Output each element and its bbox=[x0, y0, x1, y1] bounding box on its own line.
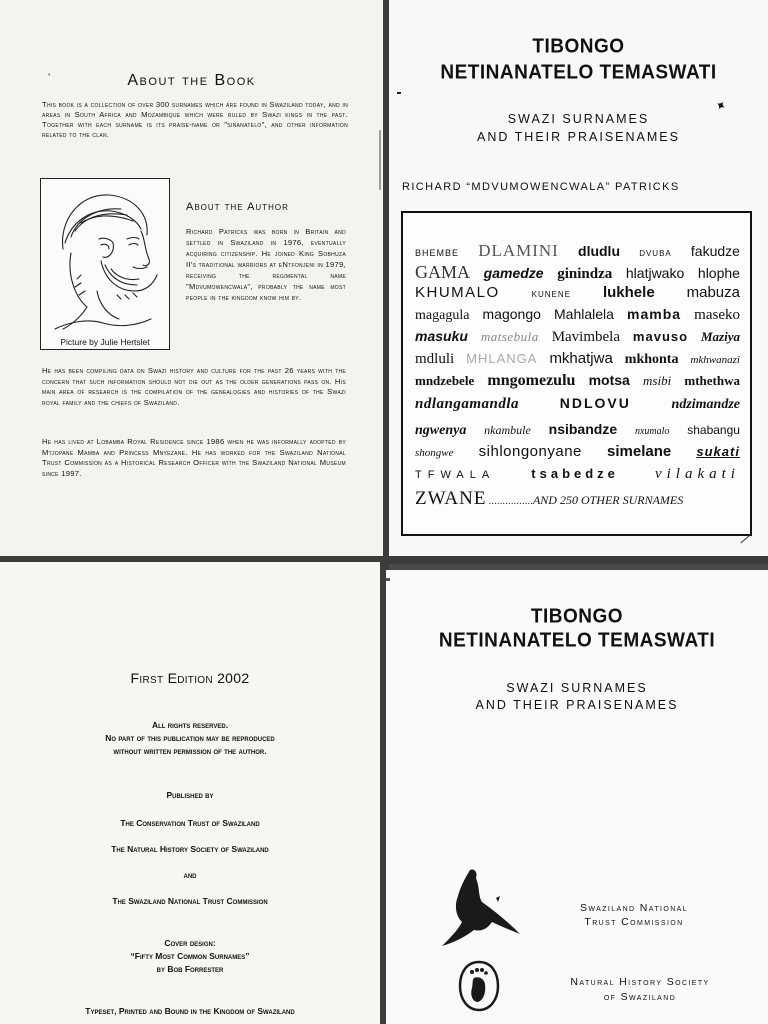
title-line-2: NETINANATELO TEMASWATI bbox=[438, 629, 716, 652]
book-blurb: This book is a collection of over 300 surnames which are found in Swaziland today, and in areas in South Africa and Mozambique which were ruled by Swazi kings in the past. Together with each surname is its praise-name or "sinanatelo", and other information related to the clan. bbox=[42, 100, 348, 139]
surname: nkambule bbox=[484, 423, 531, 437]
surname: tsabedze bbox=[531, 466, 619, 481]
subtitle-line-1: SWAZI SURNAMES bbox=[507, 112, 650, 126]
speck-mark bbox=[397, 92, 401, 94]
surname: mthethwa bbox=[684, 373, 740, 388]
cover-designer: by Bob Forrester bbox=[156, 964, 224, 974]
surname: gamedze bbox=[483, 265, 544, 281]
surname-row bbox=[415, 421, 740, 439]
surname: mngomezulu bbox=[487, 372, 576, 389]
typeset-line: Typeset, Printed and Bound in the Kingdom of Swaziland bbox=[85, 1006, 295, 1016]
surname: KHUMALO bbox=[415, 284, 500, 301]
surname: DLAMINI bbox=[478, 241, 559, 260]
bird-icon: ✦ bbox=[712, 96, 730, 115]
published-by: Published by bbox=[166, 790, 214, 800]
footprint-logo-icon bbox=[458, 960, 500, 1012]
surname: sihlongonyane bbox=[478, 443, 582, 460]
surname: ngwenya bbox=[415, 423, 467, 438]
publisher-3: The Swaziland National Trust Commission bbox=[112, 896, 268, 906]
surname: mkhonta bbox=[624, 352, 679, 367]
surname: lukhele bbox=[602, 284, 655, 301]
surname: fakudze bbox=[690, 243, 740, 259]
surname: mndzebele bbox=[415, 373, 475, 388]
surname: dvuba bbox=[639, 245, 672, 259]
surname: NDLOVU bbox=[559, 395, 631, 411]
surname-row bbox=[415, 350, 740, 368]
surname: hlophe bbox=[697, 265, 740, 281]
subtitle-line-2: AND THEIR PRAISENAMES bbox=[475, 698, 679, 712]
surname: hlatjwako bbox=[625, 265, 685, 281]
surnames-box bbox=[401, 211, 752, 536]
surname: dludlu bbox=[578, 243, 621, 259]
natural-history-line-1: Natural History Society bbox=[570, 976, 710, 988]
surname: ZWANE bbox=[415, 488, 487, 509]
surname: nsibandze bbox=[548, 421, 618, 437]
surname: Maziya bbox=[700, 329, 740, 344]
rights-line-1: All rights reserved. bbox=[151, 720, 229, 730]
title-page bbox=[389, 0, 768, 556]
surname: Mahlalela bbox=[554, 306, 614, 322]
surname-row bbox=[415, 488, 740, 510]
author-portrait bbox=[40, 178, 170, 350]
ellipsis-dots: ................ bbox=[488, 496, 533, 507]
surname-row bbox=[415, 262, 740, 283]
surname: masuku bbox=[415, 328, 468, 344]
binding-mark bbox=[379, 130, 381, 190]
surname-row bbox=[415, 306, 740, 324]
author-bio: Richard Patricks was born in Britain and settled in Swaziland in 1976, eventually acquiring citizenship. He joined King Sobhuza II's traditional warriors at eNtfonjeni in 1979, receiving the regimental name "Mdvumowencwala", probably the name most people in the kingdom know him by. bbox=[186, 227, 346, 302]
surname-row bbox=[415, 284, 740, 301]
surname-row bbox=[415, 443, 740, 460]
surname: ndzimandze bbox=[671, 397, 740, 412]
surname: matsebula bbox=[480, 329, 539, 344]
subtitle-line-2: AND THEIR PRAISENAMES bbox=[477, 130, 680, 144]
surname: TFWALA bbox=[415, 469, 496, 481]
title-line-1: TIBONGO bbox=[530, 605, 624, 628]
other-surnames-note: AND 250 OTHER SURNAMES bbox=[532, 493, 684, 507]
surname: shongwe bbox=[415, 447, 454, 459]
surname: ginindza bbox=[557, 266, 613, 282]
surname: MHLANGA bbox=[466, 351, 538, 366]
career-paragraph: He has lived at Lobamba Royal Residence since 1986 when he was informally adopted by Mtjopane Mamba and Princess Mnyezane. He has worked for the Swaziland National Trust Commission as a Historical Research Officer with the Swaziland National Museum since 1997. bbox=[42, 437, 346, 478]
surname: Mavimbela bbox=[551, 329, 621, 345]
surname: mavuso bbox=[632, 329, 689, 344]
portrait-caption: Picture by Julie Hertslet bbox=[60, 337, 150, 347]
rights-line-2: No part of this publication may be reproduced bbox=[105, 733, 275, 743]
surname: nxumalo bbox=[634, 426, 670, 437]
surname: mamba bbox=[627, 306, 682, 322]
publisher-1: The Conservation Trust of Swaziland bbox=[120, 818, 260, 828]
surname: ndlangamandla bbox=[415, 396, 520, 412]
surname: magagula bbox=[415, 308, 470, 323]
speck-mark bbox=[386, 578, 390, 581]
surname: mkhwanazi bbox=[690, 354, 740, 366]
title-line-1: TIBONGO bbox=[532, 35, 625, 58]
cover-design-label: Cover design: bbox=[164, 938, 216, 948]
bird-logo-icon bbox=[436, 866, 526, 952]
about-author-heading: About the Author bbox=[186, 201, 289, 213]
surname: mdluli bbox=[415, 351, 455, 367]
trust-commission-line-1: Swaziland National bbox=[579, 902, 689, 914]
surname-row bbox=[415, 241, 740, 261]
surname: motsa bbox=[588, 372, 630, 388]
surname: vilakati bbox=[654, 466, 740, 482]
surname: sukati bbox=[696, 444, 740, 459]
title-line-2: NETINANATELO TEMASWATI bbox=[440, 61, 717, 84]
imprint-page bbox=[0, 562, 380, 1024]
surname: msibi bbox=[643, 373, 672, 388]
rights-line-3: without written permission of the author. bbox=[113, 746, 267, 756]
trust-commission-line-2: Trust Commission bbox=[584, 916, 684, 928]
publisher-2: The Natural History Society of Swaziland bbox=[111, 844, 269, 854]
surname: mabuza bbox=[686, 284, 740, 301]
edition-heading: First Edition 2002 bbox=[130, 670, 250, 686]
surname: maseko bbox=[694, 307, 740, 323]
author-name: RICHARD “MDVUMOWENCWALA” PATRICKS bbox=[402, 181, 680, 193]
portrait-sketch bbox=[41, 179, 169, 339]
surname-row bbox=[415, 372, 740, 390]
surname: shabangu bbox=[687, 423, 740, 437]
surname: kunene bbox=[531, 286, 571, 300]
title-page-2 bbox=[386, 570, 768, 1024]
subtitle-line-1: SWAZI SURNAMES bbox=[506, 681, 648, 695]
surname: bhembe bbox=[415, 244, 460, 259]
surname-row bbox=[415, 328, 740, 346]
about-page bbox=[0, 0, 383, 556]
surname-row bbox=[415, 395, 740, 413]
about-book-heading: About the Book bbox=[127, 72, 256, 89]
surname: GAMA bbox=[415, 262, 471, 282]
and-label: and bbox=[183, 870, 197, 880]
surname: simelane bbox=[607, 443, 672, 460]
cover-design-title: “Fifty Most Common Surnames” bbox=[130, 951, 250, 961]
surname: magongo bbox=[482, 306, 541, 322]
surname: mkhatjwa bbox=[549, 350, 613, 367]
natural-history-line-2: of Swaziland bbox=[603, 991, 677, 1003]
surname-row bbox=[415, 466, 740, 483]
research-paragraph: He has been compiling data on Swazi history and culture for the past 26 years with the concern that such information should not die out as the older generations pass on. His main area of research is the compilation of the genealogies and histories of the Swazi royal family and the chiefs of Swaziland. bbox=[42, 366, 346, 407]
speck-mark: • bbox=[48, 72, 51, 79]
